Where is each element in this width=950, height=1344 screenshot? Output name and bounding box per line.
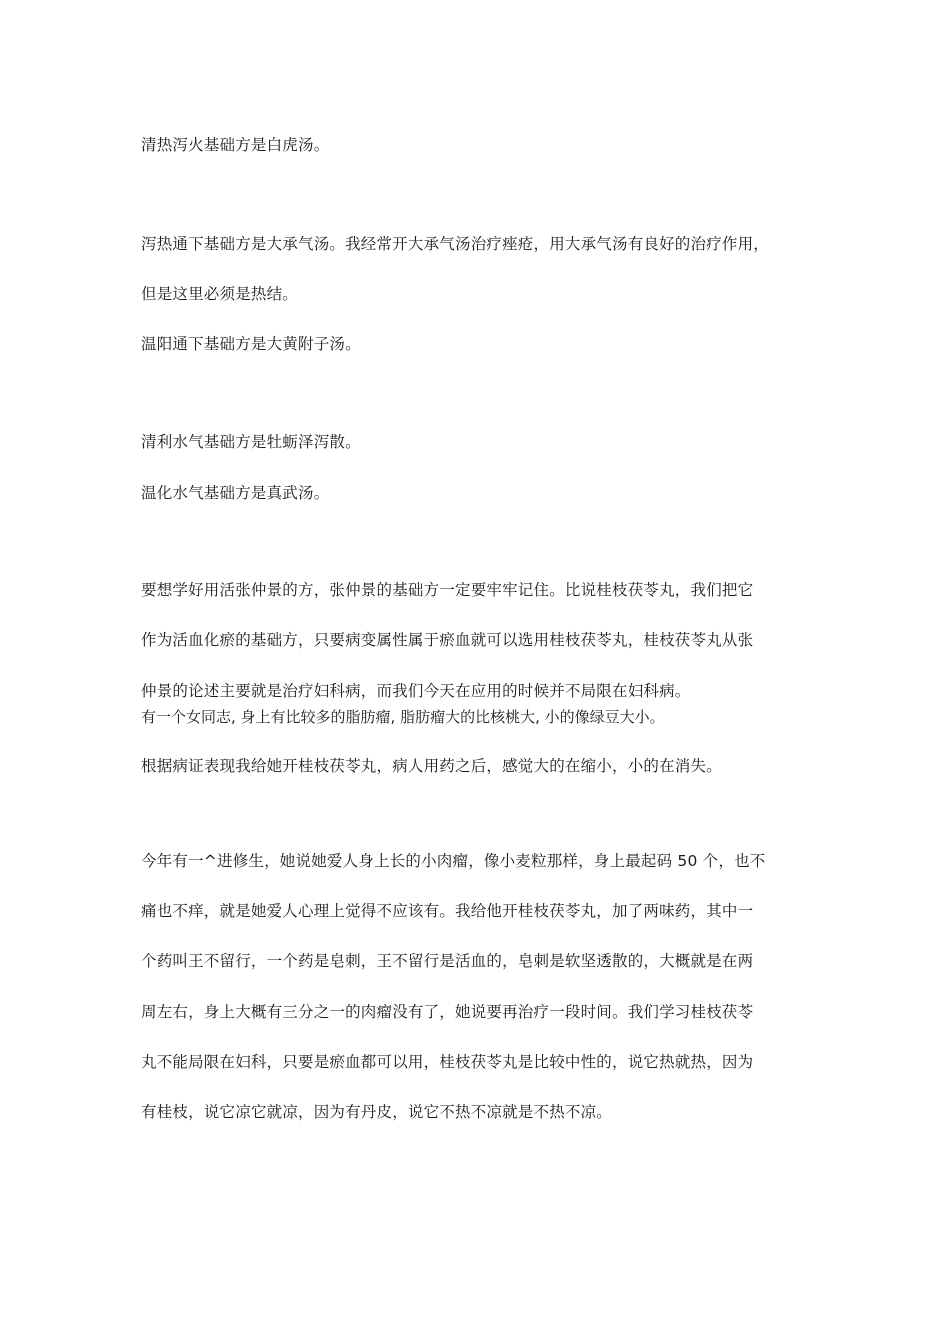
text-line-5: 清利水气基础方是牡蛎泽泻散。 xyxy=(141,433,361,451)
text-line-4: 温阳通下基础方是大黄附子汤。 xyxy=(141,335,361,353)
text-line-6: 温化水气基础方是真武汤。 xyxy=(141,484,330,502)
text-line-1: 清热泻火基础方是白虎汤。 xyxy=(141,136,330,154)
text-line-11: 根据病证表现我给她开桂枝茯苓丸，病人用药之后，感觉大的在缩小，小的在消失。 xyxy=(141,757,722,775)
text-line-8: 作为活血化瘀的基础方，只要病变属性属于瘀血就可以选用桂枝茯苓丸，桂枝茯苓丸从张 xyxy=(141,631,754,649)
text-line-16: 丸不能局限在妇科，只要是瘀血都可以用，桂枝茯苓丸是比较中性的，说它热就热，因为 xyxy=(141,1053,754,1071)
text-line-10: 有一个女同志, 身上有比较多的脂肪瘤, 脂肪瘤大的比核桃大, 小的像绿豆大小。 xyxy=(141,708,665,726)
text-line-14: 个药叫王不留行，一个药是皂刺，王不留行是活血的，皂刺是软坚透散的，大概就是在两 xyxy=(141,952,754,970)
text-line-12: 今年有一^进修生，她说她爱人身上长的小肉瘤，像小麦粒那样，身上最起码 50 个，也不 xyxy=(141,852,766,870)
text-line-2: 泻热通下基础方是大承气汤。我经常开大承气汤治疗痤疮，用大承气汤有良好的治疗作用， xyxy=(141,235,770,253)
text-line-15: 周左右，身上大概有三分之一的肉瘤没有了，她说要再治疗一段时间。我们学习桂枝茯苓 xyxy=(141,1003,754,1021)
text-line-7: 要想学好用活张仲景的方，张仲景的基础方一定要牢牢记住。比说桂枝茯苓丸，我们把它 xyxy=(141,581,754,599)
text-line-9: 仲景的论述主要就是治疗妇科病，而我们今天在应用的时候并不局限在妇科病。 xyxy=(141,682,691,700)
text-line-13: 痛也不痒，就是她爱人心理上觉得不应该有。我给他开桂枝茯苓丸，加了两味药，其中一 xyxy=(141,902,754,920)
text-line-3: 但是这里必须是热结。 xyxy=(141,285,299,303)
text-line-17: 有桂枝，说它凉它就凉，因为有丹皮，说它不热不凉就是不热不凉。 xyxy=(141,1103,613,1121)
